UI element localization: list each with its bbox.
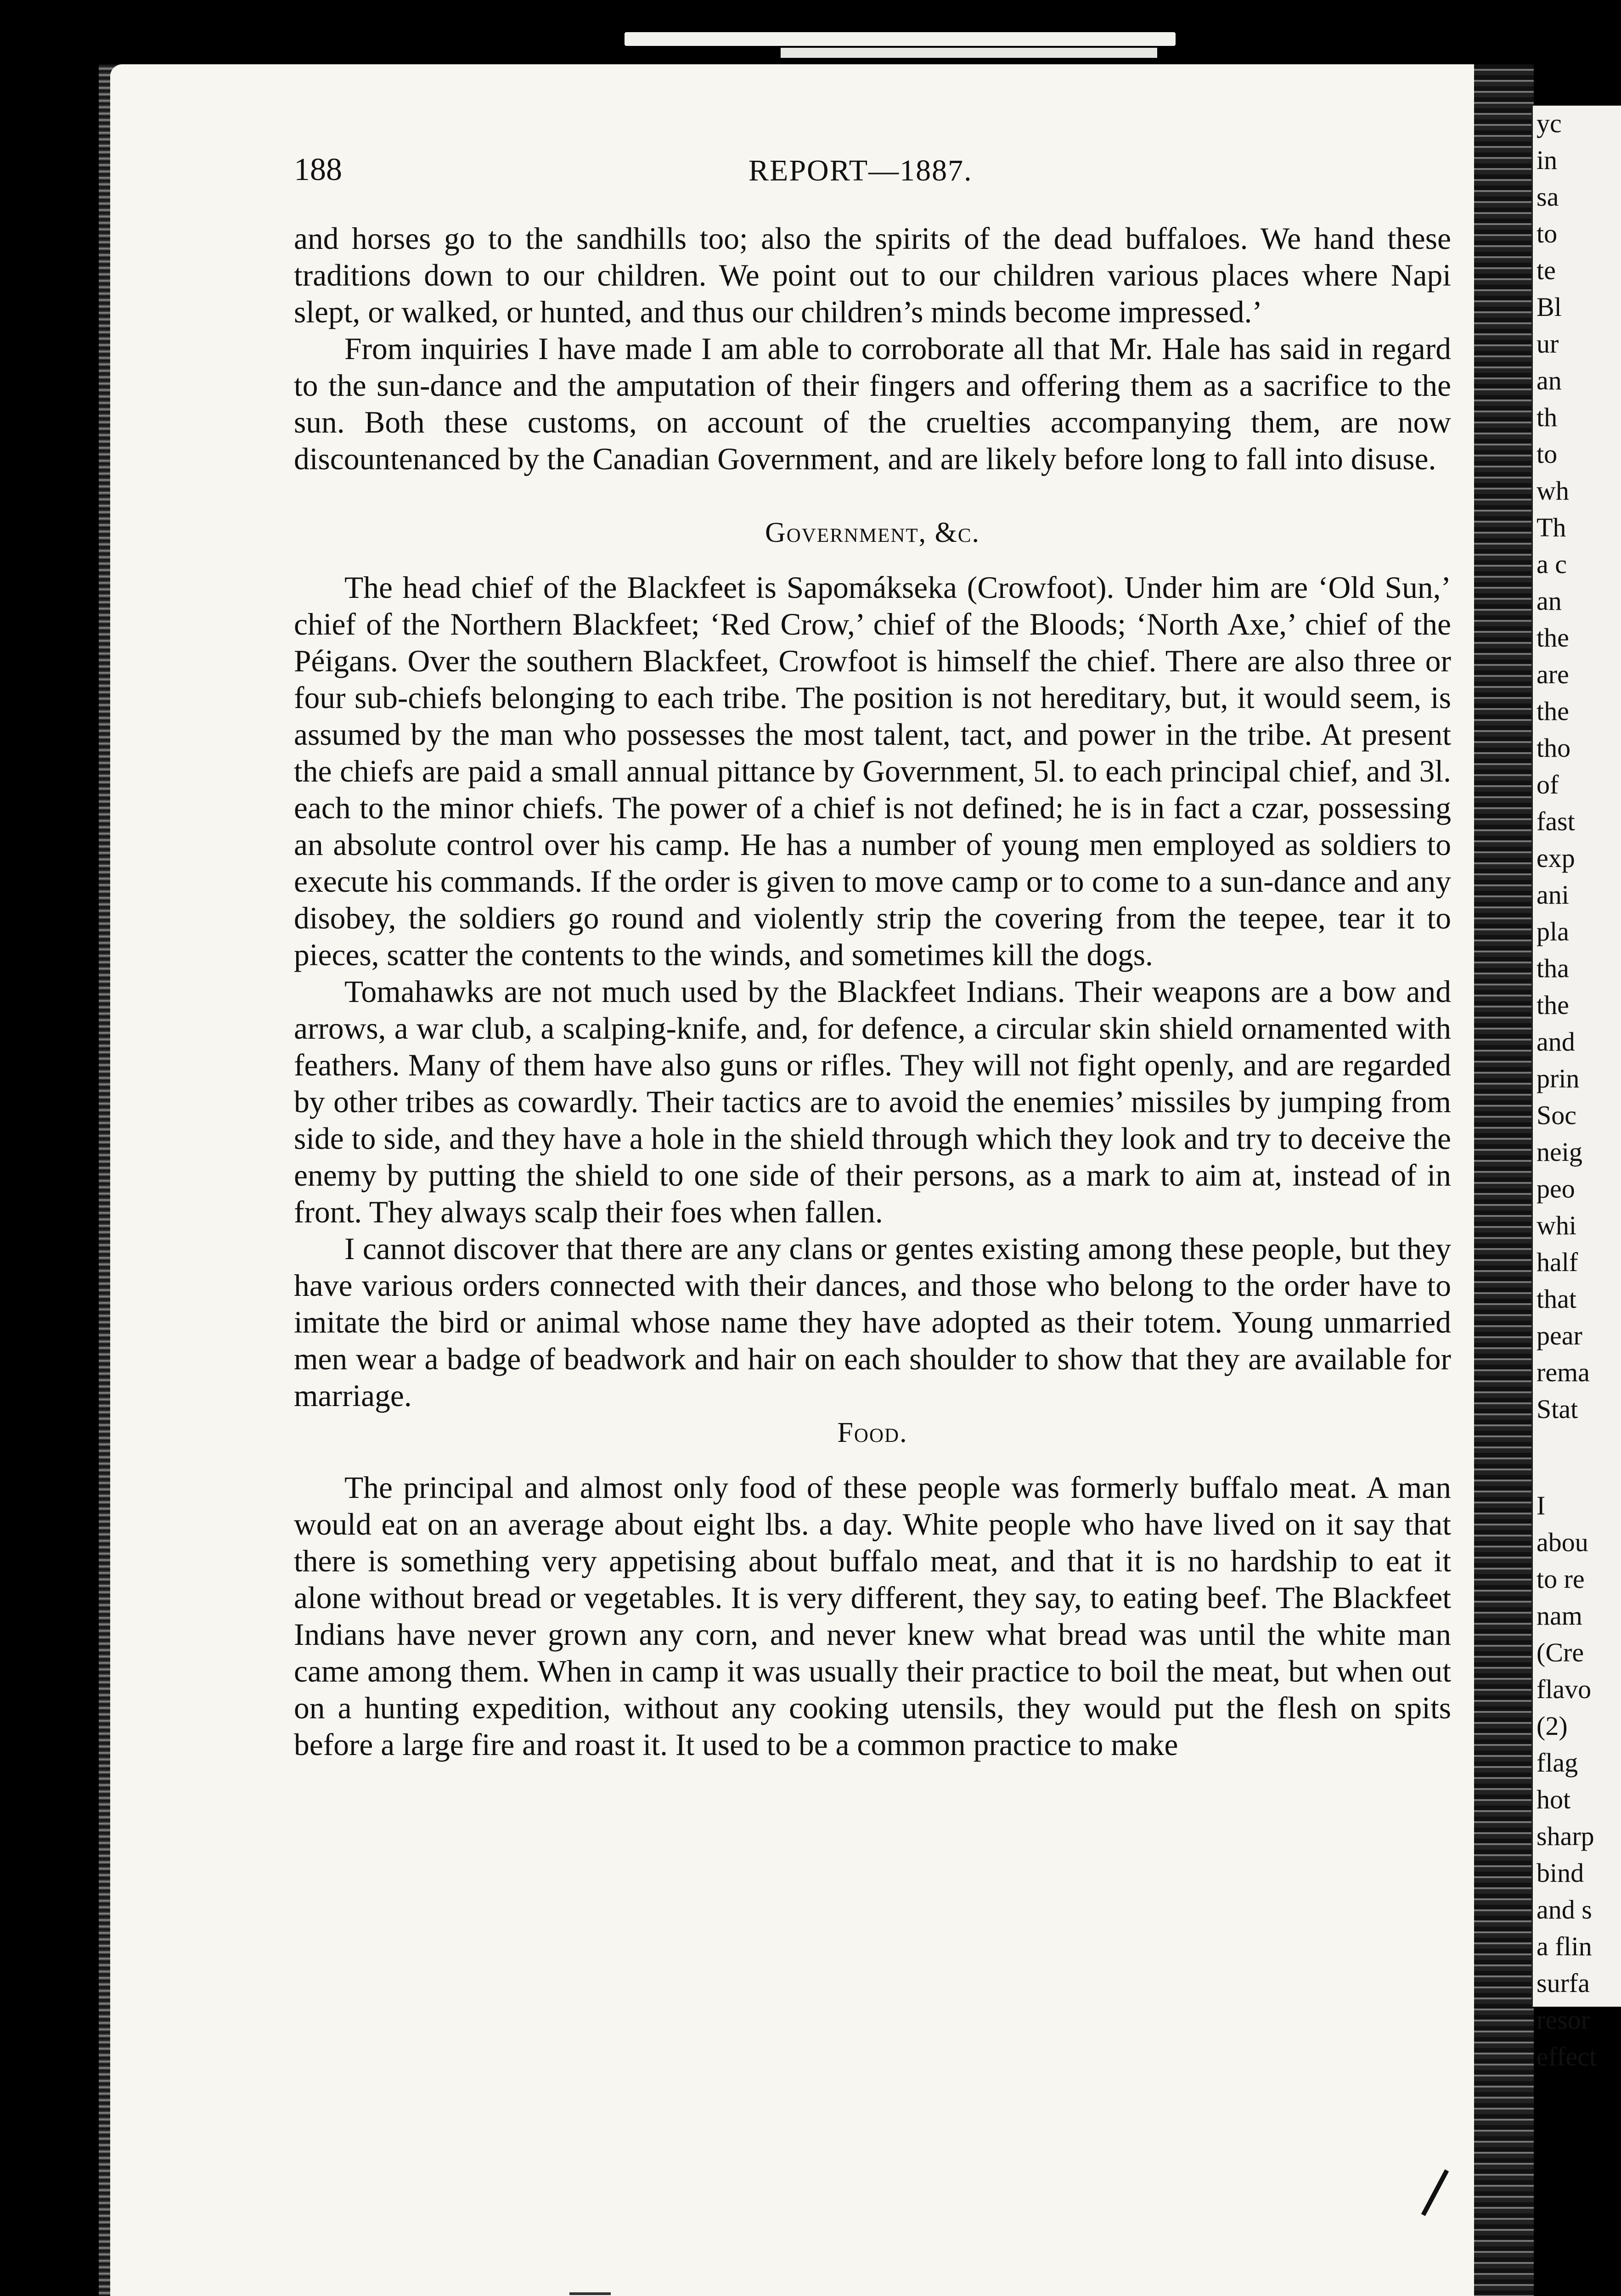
page-edge-top xyxy=(625,32,1176,46)
facing-page-fragment: rema xyxy=(1537,1357,1590,1387)
page-body xyxy=(294,220,1451,1763)
facing-page-fragment: surfa xyxy=(1537,1968,1590,1998)
facing-page-fragment: that xyxy=(1537,1284,1576,1314)
facing-page-fragment: pear xyxy=(1537,1321,1582,1351)
facing-page-fragment: sa xyxy=(1537,182,1559,212)
binding-gutter-right xyxy=(1474,64,1534,2296)
facing-page-fragment: neig xyxy=(1537,1137,1582,1167)
facing-page-fragment: to xyxy=(1537,219,1558,248)
facing-page-fragment: hot xyxy=(1537,1784,1571,1814)
stray-mark xyxy=(569,2292,611,2295)
facing-page-fragment: tha xyxy=(1537,953,1569,983)
facing-page-fragment: and s xyxy=(1537,1895,1592,1925)
facing-page-fragment: (2) xyxy=(1537,1711,1568,1741)
facing-page-fragment: of xyxy=(1537,770,1559,799)
facing-page-fragment: ur xyxy=(1537,329,1559,359)
facing-page-fragment: a flin xyxy=(1537,1931,1592,1961)
facing-page-fragment: sharp xyxy=(1537,1821,1594,1851)
running-head-title: REPORT—1887. xyxy=(749,154,973,187)
facing-page-fragment: the xyxy=(1537,990,1569,1020)
facing-page-fragment: the xyxy=(1537,696,1569,726)
facing-page-fragment: are xyxy=(1537,659,1569,689)
facing-page-fragment: bind xyxy=(1537,1858,1584,1888)
facing-page-fragment: Bl xyxy=(1537,292,1562,322)
facing-page-fragment: prin xyxy=(1537,1064,1580,1093)
facing-page xyxy=(1531,106,1621,2071)
section-heading-government: Government, &c. xyxy=(765,517,980,548)
section-heading-food: Food. xyxy=(837,1417,908,1448)
facing-page-fragment: flavo xyxy=(1537,1674,1592,1704)
facing-page-fragment: th xyxy=(1537,402,1558,432)
facing-page-fragment: an xyxy=(1537,366,1562,395)
facing-page-fragment: yc xyxy=(1537,108,1562,138)
facing-page-fragment: whi xyxy=(1537,1210,1576,1240)
page-edge-top-inner xyxy=(781,48,1157,58)
facing-page-fragment: ani xyxy=(1537,880,1569,910)
facing-page-fragment: to re xyxy=(1537,1564,1585,1594)
facing-page-fragment: the xyxy=(1537,623,1569,653)
paragraph: The head chief of the Blackfeet is Sapomákseka (Crowfoot). Under him are ‘Old Sun,’ chief of the Northern Blackfeet; ‘Red Crow,’ chief of the Bloods; ‘North Axe,’ chief of the Péigans. Over the southern Blackfeet, Crowfoot is himself the chief. There are also three or four sub-chiefs belonging to each tribe. The position is not hereditary, but, it would seem, is assumed by the man who possesses the most talent, tact, and power in the tribe. At present the chiefs are paid a small annual pittance by Government, 5l. to each principal chief, and 3l. each to the minor chiefs. The power of a chief is not defined; he is in fact a czar, possessing an absolute control over his camp. He has a number of young men employed as soldiers to execute his commands. If the order is given to move camp or to come to a sun-dance and any disobey, the soldiers go round and violently strip the covering from the teepee, tear it to pieces, scatter the contents to the winds, and sometimes kill the dogs. xyxy=(294,570,1451,972)
paragraph: Tomahawks are not much used by the Blackfeet Indians. Their weapons are a bow and arrows, a war club, a scalping-knife, and, for defence, a circular skin shield ornamented with feathers. Many of them have also guns or rifles. They will not fight openly, and are regarded by other tribes as cowardly. Their tactics are to avoid the enemies’ missiles by jumping from side to side, and they have a hole in the shield through which they look and try to deceive the enemy by putting the shield to one side of their persons, as a mark to aim at, instead of in front. They always scalp their foes when fallen. xyxy=(294,974,1451,1229)
facing-page-fragment: Stat xyxy=(1537,1394,1578,1424)
facing-page-fragment: te xyxy=(1537,255,1556,285)
facing-page-fragment: in xyxy=(1537,145,1558,175)
facing-page-fragment: and xyxy=(1537,1027,1575,1057)
facing-page-fragment: Soc xyxy=(1537,1100,1576,1130)
running-head xyxy=(294,152,1451,188)
paragraph: and horses go to the sandhills too; also the spirits of the dead buffaloes. We hand these traditions down to our children. We point out to our children various places where Napi slept, or walked, or hunted, and thus our children’s minds become impressed.’ xyxy=(294,221,1451,329)
paragraph: I cannot discover that there are any clans or gentes existing among these people, but they have various orders connected with their dances, and those who belong to the order have to imitate the bird or animal whose name they have adopted as their totem. Young unmarried men wear a badge of beadwork and hair on each shoulder to show that they are available for marriage. xyxy=(294,1232,1451,1413)
page-number: 188 xyxy=(294,152,342,187)
paragraph: From inquiries I have made I am able to corroborate all that Mr. Hale has said in regard to the sun-dance and the amputation of their fingers and offering them as a sacrifice to the sun. Both these customs, on account of the cruelties accompanying them, are now discountenanced by the Canadian Government, and are likely before long to fall into disuse. xyxy=(294,332,1451,476)
facing-page-fragment: tho xyxy=(1537,733,1571,763)
facing-page-fragment: resor xyxy=(1537,2005,1590,2035)
facing-page-fragment: abou xyxy=(1537,1527,1588,1557)
facing-page-fragment: (Cre xyxy=(1537,1638,1584,1667)
facing-page-fragment: flag xyxy=(1537,1748,1578,1778)
facing-page-fragment: fast xyxy=(1537,806,1575,836)
paragraph: The principal and almost only food of these people was formerly buffalo meat. A man would eat on an average about eight lbs. a day. White people who have lived on it say that there is something very appetising about buffalo meat, and that it is no hardship to eat it alone without bread or vegetables. It is very different, they say, to eating beef. The Blackfeet Indians have never grown any corn, and never knew what bread was until the white man came among them. When in camp it was usually their practice to boil the meat, but when out on a hunting expedition, without any cooking utensils, they would put the flesh on spits before a large fire and roast it. It used to be a common practice to make xyxy=(294,1470,1451,1762)
facing-page-fragment: effect xyxy=(1537,2042,1597,2071)
facing-page-fragment: to xyxy=(1537,439,1558,469)
facing-page-fragment: peo xyxy=(1537,1174,1575,1204)
facing-page-fragment: half xyxy=(1537,1247,1578,1277)
facing-page-fragment: I xyxy=(1537,1491,1546,1520)
facing-page-fragment: Th xyxy=(1537,512,1566,542)
facing-page-fragment: a c xyxy=(1537,549,1567,579)
facing-page-fragment: wh xyxy=(1537,476,1569,506)
facing-page-fragment: nam xyxy=(1537,1601,1582,1631)
facing-page-fragment: pla xyxy=(1537,917,1569,946)
facing-page-fragment: an xyxy=(1537,586,1562,616)
facing-page-fragment: exp xyxy=(1537,843,1575,873)
